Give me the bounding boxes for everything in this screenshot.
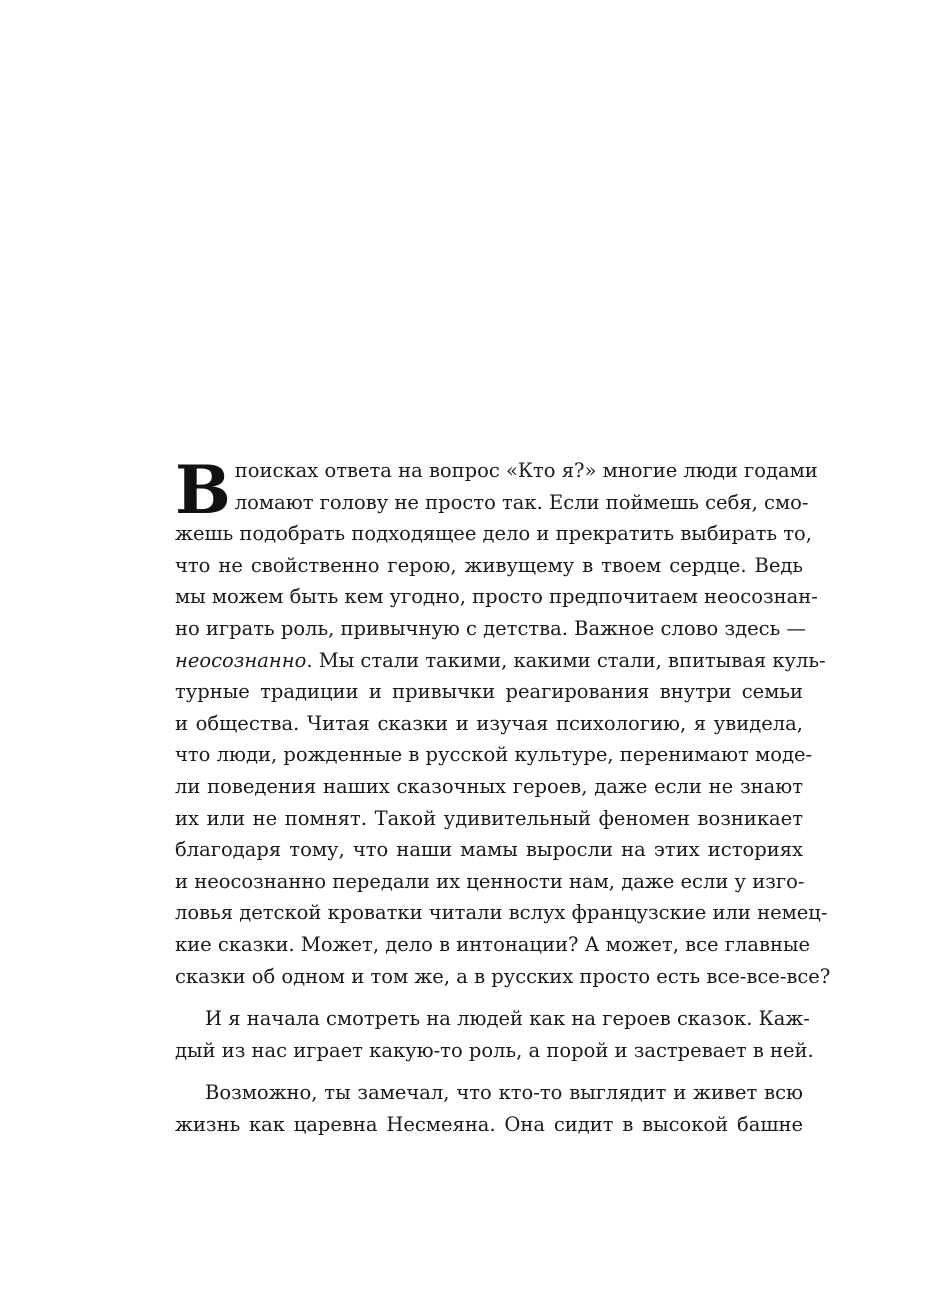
text-line: дый из нас играет какую-то роль, а порой и застревает в ней.: [175, 1038, 814, 1062]
text-line: ловья детской кроватки читали вслух французские или немец-: [175, 901, 828, 925]
text-line: жизнь как царевна Несмеяна. Она сидит в высокой башне: [175, 1112, 803, 1136]
text-line: сказки об одном и том же, а в русских просто есть все-все-все?: [175, 964, 831, 988]
text-line: мы можем быть кем угодно, просто предпочитаем неосознан-: [175, 585, 818, 609]
paragraph-1: [175, 451, 831, 992]
text-line: ломают голову не просто так. Если поймешь себя, смо-: [234, 490, 809, 514]
text-fragment: . Мы стали такими, какими стали, впитывая куль-: [306, 648, 826, 672]
text-line: благодаря тому, что наши мамы выросли на этих историях: [175, 838, 803, 862]
text-line: Возможно, ты замечал, что кто-то выглядит и живет всю: [205, 1081, 803, 1105]
text-line: жешь подобрать подходящее дело и прекратить выбирать то,: [175, 522, 812, 546]
text-line: кие сказки. Может, дело в интонации? А может, все главные: [175, 932, 811, 956]
book-page-text: [175, 451, 831, 1140]
text-line: но играть роль, привычную с детства. Важное слово здесь —: [175, 616, 806, 640]
italic-emphasis: неосознанно: [175, 648, 307, 672]
text-line: и неосознанно передали их ценности нам, даже если у изго-: [175, 869, 805, 893]
paragraph-3: [175, 1077, 803, 1140]
paragraph-2: [175, 1003, 814, 1066]
text-line: ли поведения наших сказочных героев, даже если не знают: [175, 774, 803, 798]
text-line: [175, 645, 826, 677]
text-line: турные традиции и привычки реагирования внутри семьи: [175, 680, 803, 704]
text-line: что не свойственно герою, живущему в твоем сердце. Ведь: [175, 553, 803, 577]
drop-cap-letter: В: [175, 451, 231, 529]
text-line: и общества. Читая сказки и изучая психологию, я увидела,: [175, 711, 803, 735]
text-line: что люди, рожденные в русской культуре, перенимают моде-: [175, 743, 813, 767]
text-line: их или не помнят. Такой удивительный феномен возникает: [175, 806, 803, 830]
text-line: И я начала смотреть на людей как на героев сказок. Каж-: [205, 1007, 810, 1031]
text-line: поисках ответа на вопрос «Кто я?» многие люди годами: [234, 459, 818, 482]
